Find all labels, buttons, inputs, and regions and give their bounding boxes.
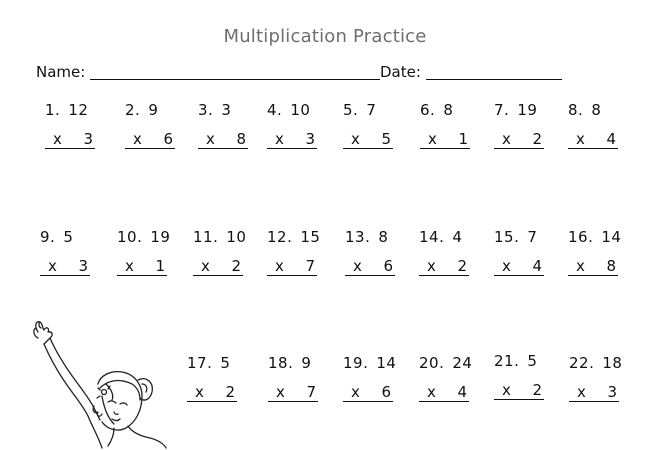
- problem-multiplier: 2: [457, 257, 467, 275]
- problem-5: [343, 101, 403, 151]
- problem-multiplier: 2: [532, 381, 542, 399]
- problem-answer-line[interactable]: [494, 383, 544, 400]
- multiply-operator: x: [502, 257, 511, 275]
- problem-18: [268, 354, 328, 404]
- problem-multiplier: 2: [532, 130, 542, 148]
- problem-multiplier: 3: [83, 130, 93, 148]
- page-title: Multiplication Practice: [223, 26, 427, 47]
- problem-multiplicand: 3: [221, 101, 232, 119]
- problem-multiplier: 1: [155, 257, 165, 275]
- problem-answer-line[interactable]: [187, 385, 237, 402]
- problem-multiplicand: 14: [376, 354, 397, 372]
- problem-multiplicand: 19: [517, 101, 538, 119]
- problem-number: 12.: [267, 228, 293, 246]
- problem-number: 10.: [117, 228, 143, 246]
- problem-multiplicand: 18: [602, 354, 623, 372]
- problem-answer-line[interactable]: [198, 132, 248, 149]
- problem-answer-line[interactable]: [343, 385, 393, 402]
- problem-answer-line[interactable]: [494, 132, 544, 149]
- problem-multiplicand: 10: [226, 228, 247, 246]
- problem-multiplicand: 5: [527, 352, 538, 370]
- problem-answer-line[interactable]: [569, 385, 619, 402]
- problem-multiplicand: 12: [68, 101, 89, 119]
- problem-16: [568, 228, 628, 278]
- problem-21: [494, 352, 554, 402]
- problem-multiplier: 2: [231, 257, 241, 275]
- problem-13: [345, 228, 405, 278]
- problem-11: [193, 228, 253, 278]
- problem-number: 15.: [494, 228, 520, 246]
- problem-multiplicand: 8: [591, 101, 602, 119]
- problem-multiplicand: 5: [220, 354, 231, 372]
- multiply-operator: x: [275, 257, 284, 275]
- problem-number: 6.: [420, 101, 436, 119]
- multiply-operator: x: [351, 130, 360, 148]
- problem-multiplier: 6: [383, 257, 393, 275]
- problem-multiplicand: 5: [63, 228, 74, 246]
- problem-number: 13.: [345, 228, 371, 246]
- problem-7: [494, 101, 554, 151]
- problem-answer-line[interactable]: [345, 259, 395, 276]
- problem-answer-line[interactable]: [193, 259, 243, 276]
- problem-number: 22.: [569, 354, 595, 372]
- multiply-operator: x: [53, 130, 62, 148]
- multiply-operator: x: [133, 130, 142, 148]
- problem-number: 7.: [494, 101, 510, 119]
- name-label: Name:: [36, 63, 86, 81]
- problem-multiplier: 8: [606, 257, 616, 275]
- problem-14: [419, 228, 479, 278]
- problem-answer-line[interactable]: [125, 132, 175, 149]
- problem-multiplier: 3: [305, 130, 315, 148]
- problem-multiplicand: 7: [366, 101, 377, 119]
- problem-3: [198, 101, 258, 151]
- multiply-operator: x: [576, 257, 585, 275]
- problem-multiplier: 7: [305, 257, 315, 275]
- multiply-operator: x: [201, 257, 210, 275]
- problem-multiplier: 4: [457, 383, 467, 401]
- problem-multiplicand: 19: [150, 228, 171, 246]
- problem-multiplicand: 8: [443, 101, 454, 119]
- problem-number: 3.: [198, 101, 214, 119]
- problem-number: 5.: [343, 101, 359, 119]
- multiply-operator: x: [276, 383, 285, 401]
- multiply-operator: x: [195, 383, 204, 401]
- multiply-operator: x: [502, 381, 511, 399]
- problem-multiplier: 4: [532, 257, 542, 275]
- problem-8: [568, 101, 628, 151]
- date-label: Date:: [380, 63, 421, 81]
- multiply-operator: x: [427, 383, 436, 401]
- problem-10: [117, 228, 177, 278]
- problem-number: 18.: [268, 354, 294, 372]
- date-field[interactable]: [426, 79, 562, 80]
- problem-multiplier: 3: [78, 257, 88, 275]
- multiply-operator: x: [351, 383, 360, 401]
- name-field[interactable]: [90, 79, 380, 80]
- problem-multiplicand: 24: [452, 354, 473, 372]
- problem-17: [187, 354, 247, 404]
- problem-multiplier: 6: [381, 383, 391, 401]
- problem-19: [343, 354, 403, 404]
- problem-multiplier: 5: [381, 130, 391, 148]
- multiply-operator: x: [428, 130, 437, 148]
- multiply-operator: x: [502, 130, 511, 148]
- problem-multiplicand: 9: [148, 101, 159, 119]
- problem-6: [420, 101, 480, 151]
- problem-multiplier: 1: [458, 130, 468, 148]
- problem-number: 11.: [193, 228, 219, 246]
- problem-22: [569, 354, 629, 404]
- problem-multiplier: 4: [606, 130, 616, 148]
- problem-answer-line[interactable]: [268, 385, 318, 402]
- problem-multiplicand: 14: [601, 228, 622, 246]
- problem-4: [267, 101, 327, 151]
- problem-2: [125, 101, 185, 151]
- problem-number: 14.: [419, 228, 445, 246]
- problem-multiplicand: 9: [301, 354, 312, 372]
- problem-multiplier: 7: [306, 383, 316, 401]
- problem-answer-line[interactable]: [267, 259, 317, 276]
- problem-answer-line[interactable]: [343, 132, 393, 149]
- problem-15: [494, 228, 554, 278]
- problem-multiplicand: 7: [527, 228, 538, 246]
- problem-answer-line[interactable]: [45, 132, 95, 149]
- problem-multiplicand: 10: [290, 101, 311, 119]
- problem-multiplicand: 15: [300, 228, 321, 246]
- multiply-operator: x: [48, 257, 57, 275]
- problem-9: [40, 228, 100, 278]
- problem-multiplier: 8: [236, 130, 246, 148]
- problem-number: 20.: [419, 354, 445, 372]
- problem-answer-line[interactable]: [419, 385, 469, 402]
- problem-number: 16.: [568, 228, 594, 246]
- problem-multiplier: 6: [163, 130, 173, 148]
- problem-answer-line[interactable]: [568, 132, 618, 149]
- problem-number: 4.: [267, 101, 283, 119]
- multiply-operator: x: [577, 383, 586, 401]
- problem-number: 8.: [568, 101, 584, 119]
- problem-answer-line[interactable]: [568, 259, 618, 276]
- ballerina-illustration: [28, 318, 168, 450]
- problem-answer-line[interactable]: [40, 259, 90, 276]
- multiply-operator: x: [275, 130, 284, 148]
- problem-12: [267, 228, 327, 278]
- problem-answer-line[interactable]: [420, 132, 470, 149]
- multiply-operator: x: [206, 130, 215, 148]
- problem-number: 21.: [494, 352, 520, 370]
- problem-answer-line[interactable]: [419, 259, 469, 276]
- multiply-operator: x: [427, 257, 436, 275]
- problem-answer-line[interactable]: [267, 132, 317, 149]
- problem-multiplicand: 4: [452, 228, 463, 246]
- problem-number: 17.: [187, 354, 213, 372]
- problem-answer-line[interactable]: [117, 259, 167, 276]
- problem-1: [45, 101, 105, 151]
- problem-20: [419, 354, 479, 404]
- problem-number: 1.: [45, 101, 61, 119]
- problem-multiplicand: 8: [378, 228, 389, 246]
- problem-multiplier: 3: [607, 383, 617, 401]
- problem-multiplier: 2: [225, 383, 235, 401]
- multiply-operator: x: [576, 130, 585, 148]
- problem-number: 9.: [40, 228, 56, 246]
- multiply-operator: x: [125, 257, 134, 275]
- problem-number: 2.: [125, 101, 141, 119]
- problem-number: 19.: [343, 354, 369, 372]
- multiply-operator: x: [353, 257, 362, 275]
- problem-answer-line[interactable]: [494, 259, 544, 276]
